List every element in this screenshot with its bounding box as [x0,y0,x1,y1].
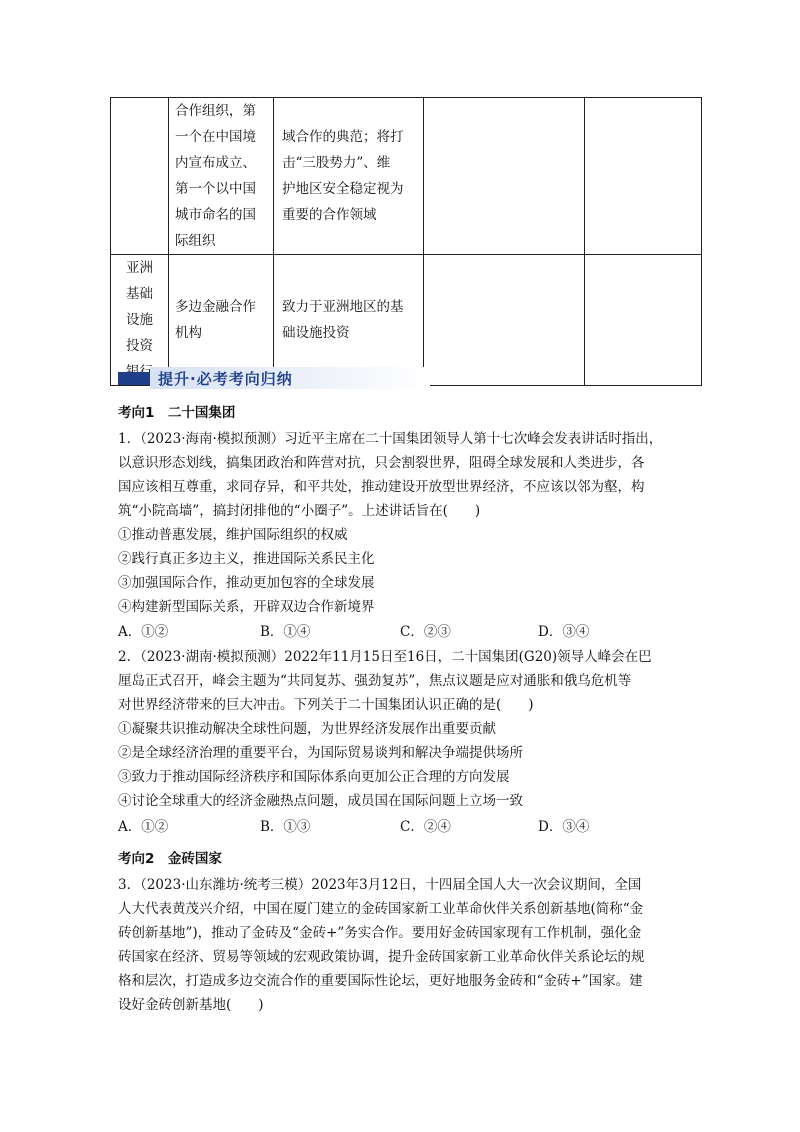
q2-line: 2．（2023·湖南·模拟预测）2022年11月15日至16日，二十国集团(G20)领导人峰会在巴 [118,649,652,665]
q1-choice: ②践行真正多边主义，推进国际关系民主化 [118,551,375,567]
section-banner [118,367,430,389]
table-cell-desc: 域合作的典范；将打 击“三股势力”、维 护地区安全稳定视为 重要的合作领域 [274,98,424,255]
q2-choice: ②是全球经济治理的重要平台，为国际贸易谈判和解决争端提供场所 [118,745,523,761]
table-cell-type: 合作组织，第 一个在中国境 内宣布成立、 第一个以中国 城市命名的国 际组织 [169,98,274,255]
q2-line: 对世界经济带来的巨大冲击。下列关于二十国集团认识正确的是( ) [118,697,534,713]
option-d[interactable]: D．③④ [538,624,590,640]
table-cell-name [111,98,169,255]
q2-choice: ③致力于推动国际经济秩序和国际体系向更加公正合理的方向发展 [118,769,510,785]
q3-line: 3．（2023·山东潍坊·统考三模）2023年3月12日，十四届全国人大一次会议期间，全国 [118,877,642,893]
option-c[interactable]: C．②③ [400,624,451,640]
organization-table [110,97,702,386]
table-cell-empty [424,255,585,386]
table-row [111,255,702,386]
q2-line: 厘岛正式召开，峰会主题为“共同复苏、强劲复苏”，焦点议题是应对通胀和俄乌危机等 [118,673,632,689]
q1-line: 筑“小院高墙”，搞封闭排他的“小圈子”。上述讲话旨在( ) [118,503,481,519]
option-c[interactable]: C．②④ [400,819,451,835]
option-b[interactable]: B．①③ [260,819,311,835]
banner-title: 提升·必考考向归纳 [158,370,293,388]
option-b[interactable]: B．①④ [260,624,311,640]
table-cell-name: 亚洲 基础 设施 投资 [111,255,169,386]
option-d[interactable]: D．③④ [538,819,590,835]
q1-choice: ③加强国际合作，推动更加包容的全球发展 [118,575,375,591]
q3-line: 设好金砖创新基地( ) [118,997,264,1013]
q3-line: 格和层次，打造成多边交流合作的重要国际性论坛，更好地服务金砖和“金砖+”国家。建 [118,973,643,989]
table-cell-empty [585,98,702,255]
q2-choice: ①凝聚共识推动解决全球性问题，为世界经济发展作出重要贡献 [118,721,496,737]
q1-line: 国应该相互尊重，求同存异，和平共处，推动建设开放型世界经济，不应该以邻为壑，构 [118,479,645,495]
q3-line: 砖国家在经济、贸易等领域的宏观政策协调，提升金砖国家新工业革命伙伴关系论坛的规 [118,949,645,965]
banner-bar [118,372,150,385]
section1-heading: 考向1 二十国集团 [118,405,236,421]
table-cell-desc: 致力于亚洲地区的基 础设施投资 [274,255,424,386]
q3-line: 砖创新基地”)，推动了金砖及“金砖+”务实合作。要用好金砖国家现有工作机制，强化金 [118,925,642,941]
q2-choice: ④讨论全球重大的经济金融热点问题，成员国在国际问题上立场一致 [118,793,523,809]
table-cell-empty [424,98,585,255]
option-a[interactable]: A．①② [118,819,169,835]
table-cell-empty [585,255,702,386]
q1-line: 以意识形态划线，搞集团政治和阵营对抗，只会割裂世界，阻碍全球发展和人类进步，各 [118,455,645,471]
q1-line: 1．（2023·海南·模拟预测）习近平主席在二十国集团领导人第十七次峰会发表讲话时指出， [118,431,663,447]
q3-line: 人大代表黄茂兴介绍，中国在厦门建立的金砖国家新工业革命伙伴关系创新基地(简称“金 [118,901,644,917]
table-row [111,98,702,255]
q1-choice: ①推动普惠发展，维护国际组织的权威 [118,527,348,543]
option-a[interactable]: A．①② [118,624,169,640]
q1-choice: ④构建新型国际关系，开辟双边合作新境界 [118,599,375,615]
section2-heading: 考向2 金砖国家 [118,851,222,867]
table-cell-type: 多边金融合作 机构 [169,255,274,386]
